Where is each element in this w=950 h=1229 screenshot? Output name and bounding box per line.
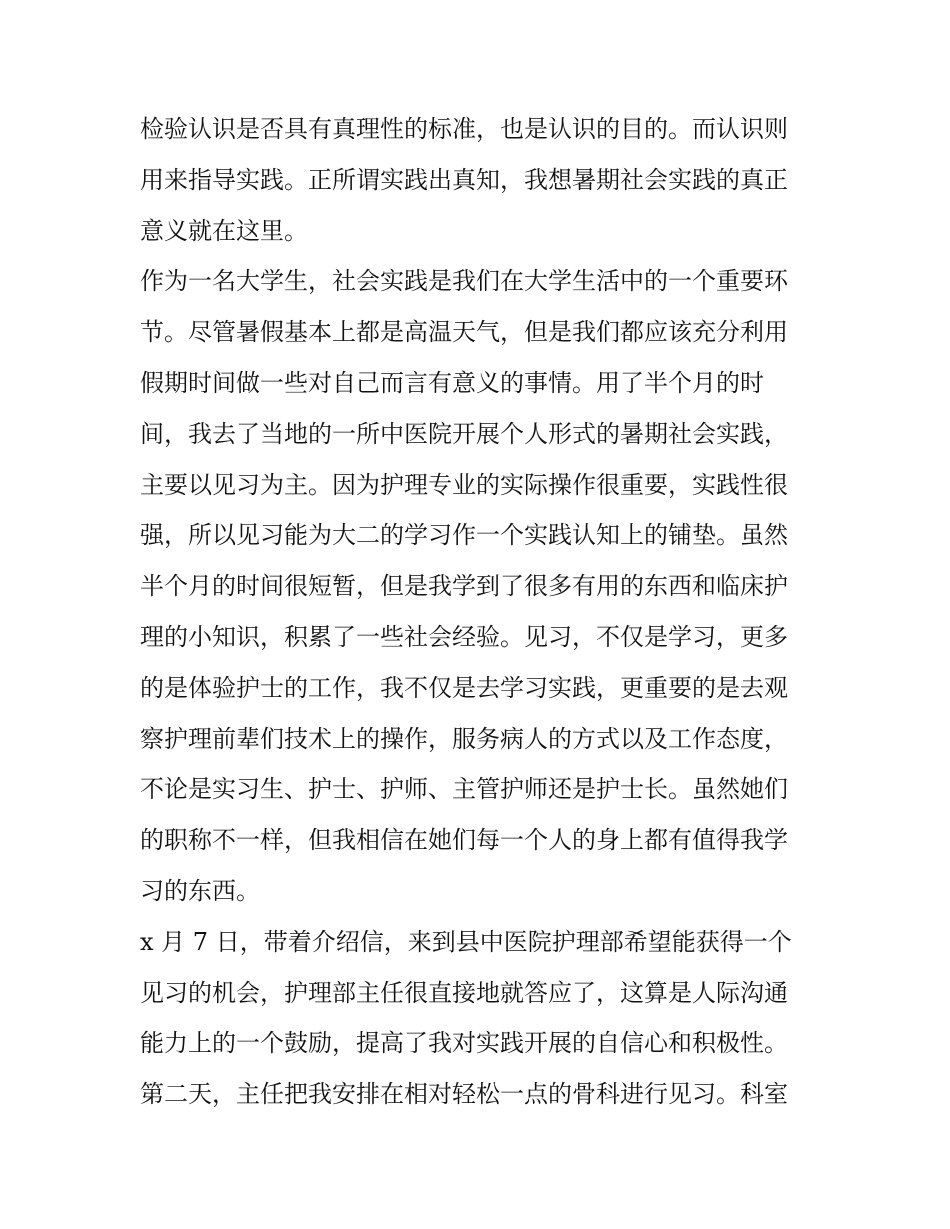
text-line-17: x 月 7 日，带着介绍信，来到县中医院护理部希望能获得一个 <box>140 927 792 956</box>
text-line-18: 见习的机会，护理部主任很直接地就答应了，这算是人际沟通 <box>140 978 788 1007</box>
document-body <box>140 104 820 1120</box>
text-line-12: 的是体验护士的工作，我不仅是去学习实践，更重要的是去观 <box>140 673 788 702</box>
text-line-20: 第二天，主任把我安排在相对轻松一点的骨科进行见习。科室 <box>140 1080 788 1109</box>
text-line-10: 半个月的时间很短暂，但是我学到了很多有用的东西和临床护 <box>140 572 788 601</box>
text-line-4: 作为一名大学生，社会实践是我们在大学生活中的一个重要环 <box>140 267 788 296</box>
text-line-19: 能力上的一个鼓励，提高了我对实践开展的自信心和积极性。 <box>140 1029 788 1058</box>
text-line-9: 强，所以见习能为大二的学习作一个实践认知上的铺垫。虽然 <box>140 521 788 550</box>
text-line-16: 习的东西。 <box>140 876 260 905</box>
text-line-7: 间，我去了当地的一所中医院开展个人形式的暑期社会实践， <box>140 419 788 448</box>
text-line-14: 不论是实习生、护士、护师、主管护师还是护士长。虽然她们 <box>140 775 788 804</box>
text-line-8: 主要以见习为主。因为护理专业的实际操作很重要，实践性很 <box>140 470 788 499</box>
text-line-11: 理的小知识，积累了一些社会经验。见习，不仅是学习，更多 <box>140 622 788 651</box>
text-line-3: 意义就在这里。 <box>140 216 308 245</box>
text-line-15: 的职称不一样，但我相信在她们每一个人的身上都有值得我学 <box>140 826 788 855</box>
text-line-2: 用来指导实践。正所谓实践出真知，我想暑期社会实践的真正 <box>140 165 788 194</box>
text-line-6: 假期时间做一些对自己而言有意义的事情。用了半个月的时 <box>140 368 764 397</box>
text-line-1: 检验认识是否具有真理性的标准，也是认识的目的。而认识则 <box>140 115 788 143</box>
text-line-5: 节。尽管暑假基本上都是高温天气，但是我们都应该充分利用 <box>140 318 788 347</box>
text-line-13: 察护理前辈们技术上的操作，服务病人的方式以及工作态度， <box>140 724 788 753</box>
